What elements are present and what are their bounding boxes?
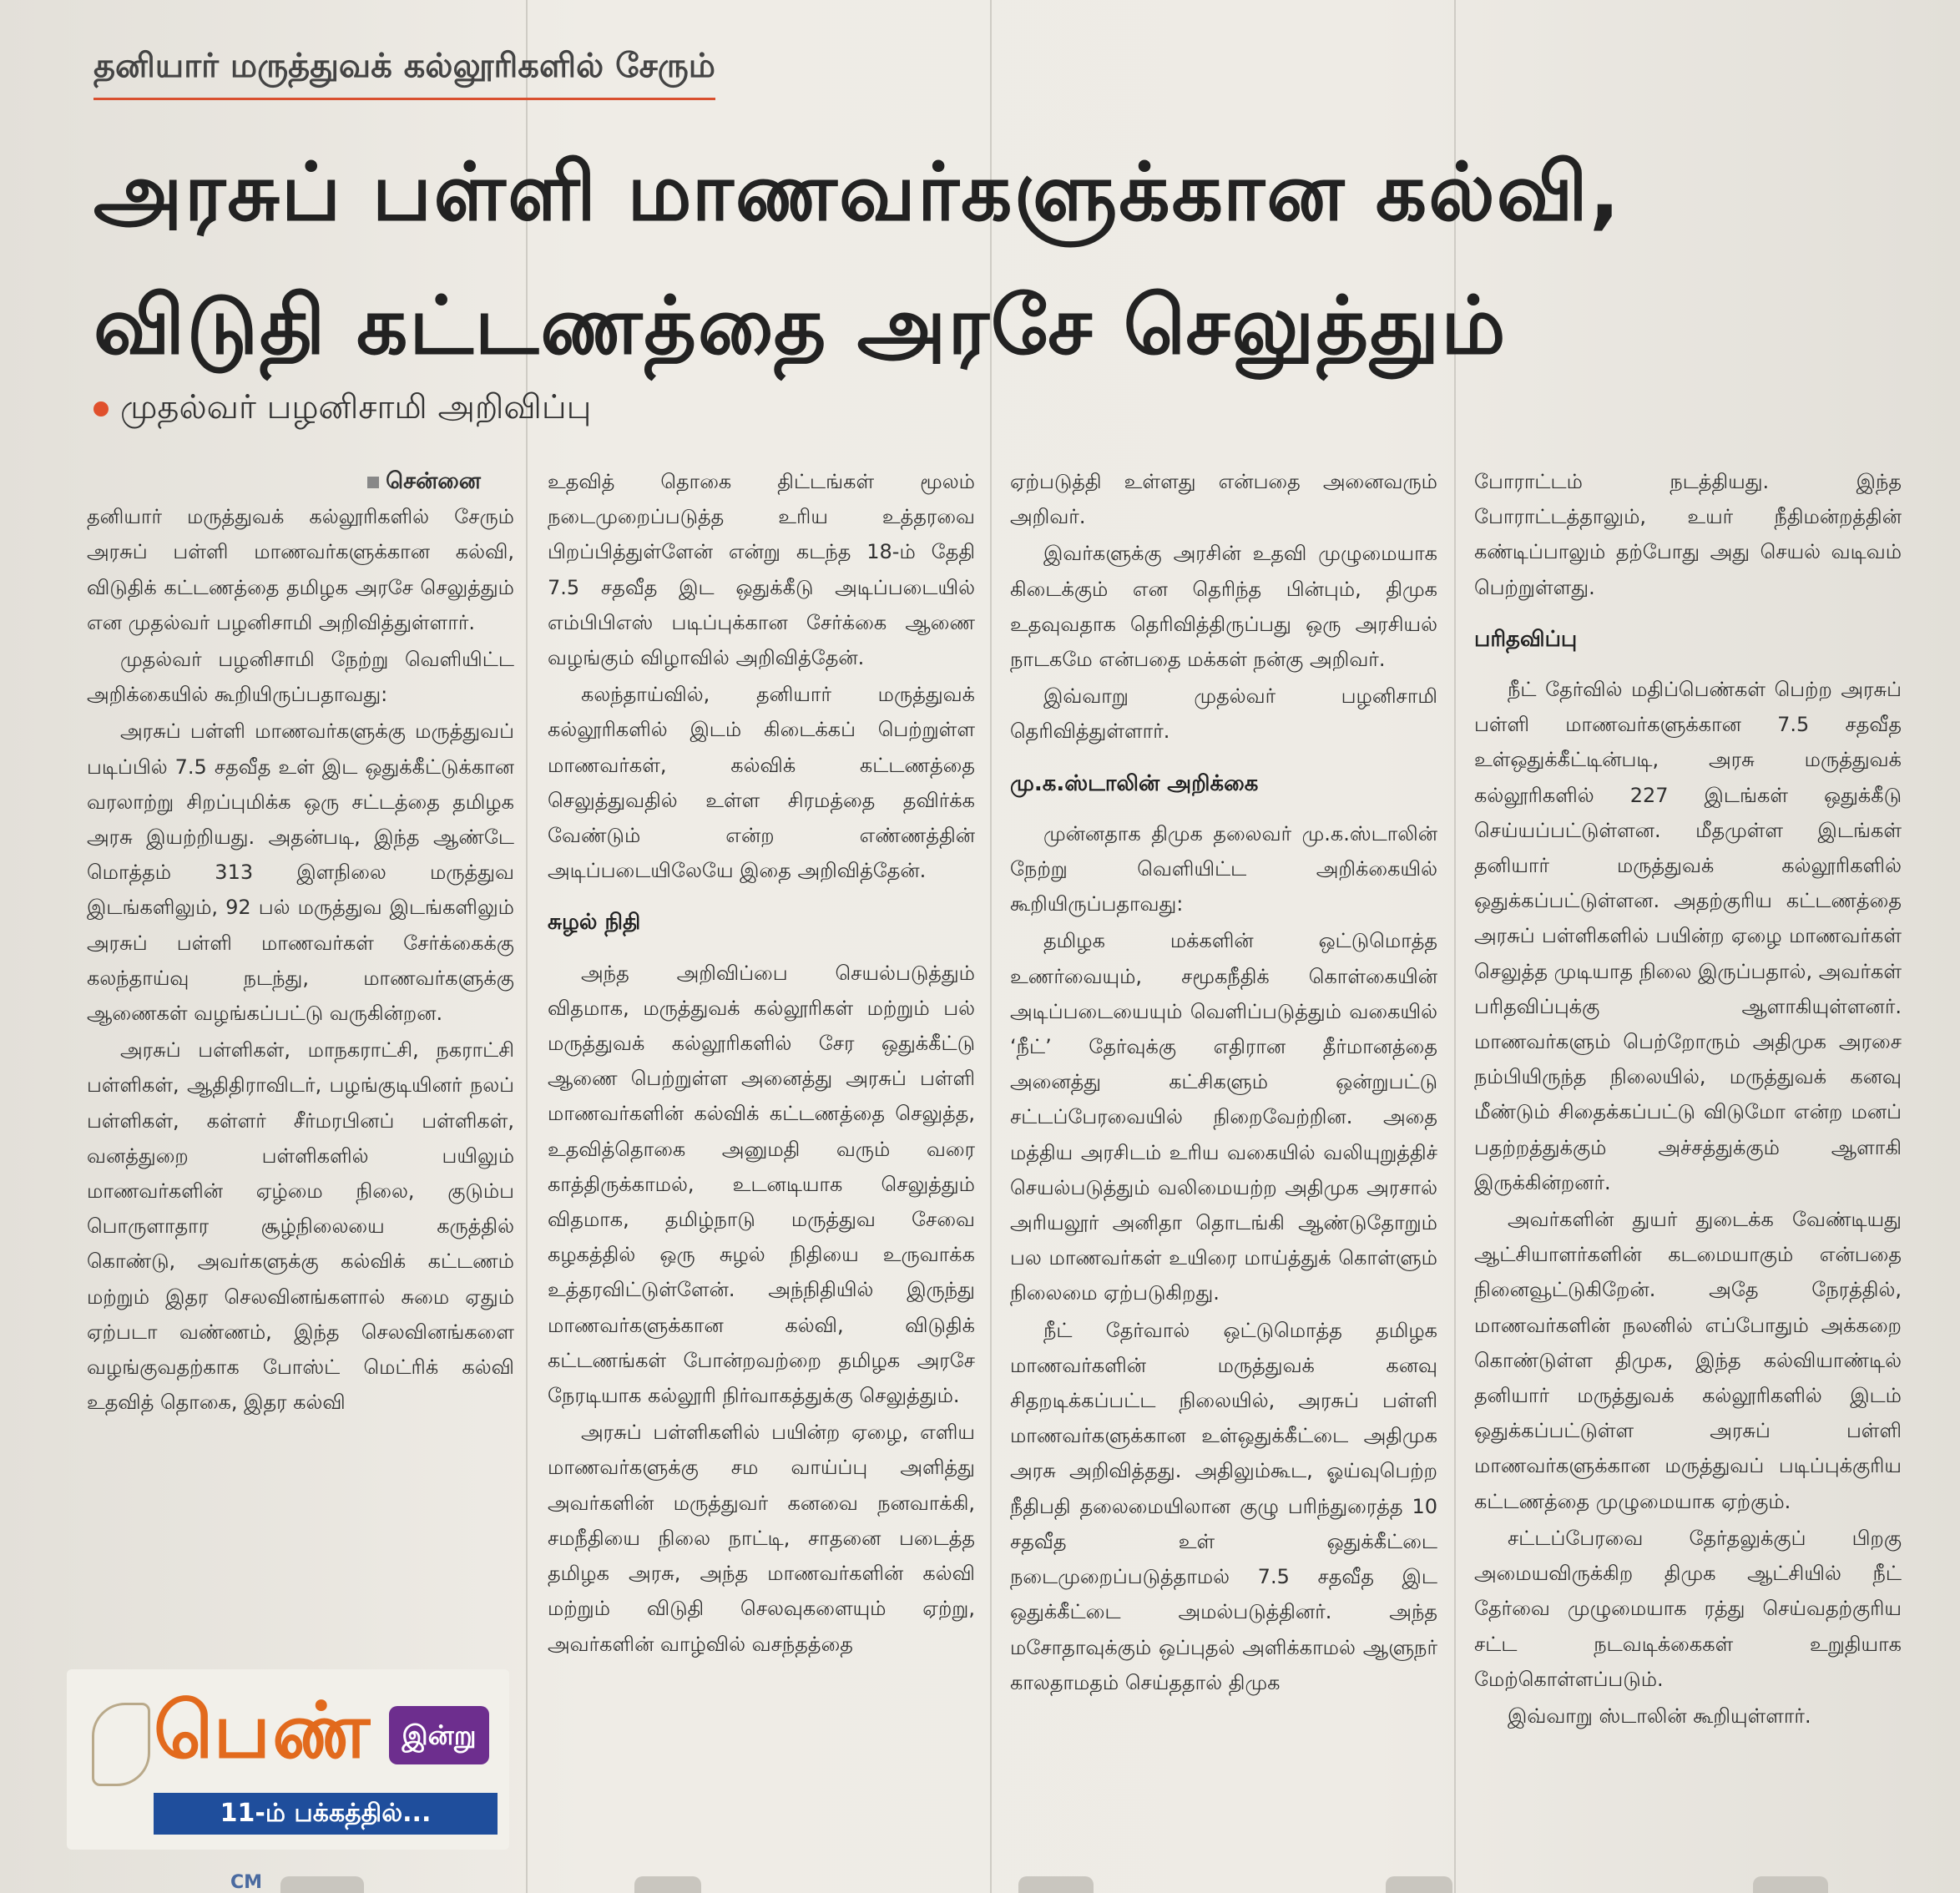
dateline-text: சென்னை [386,468,481,494]
headline-line-2: விடுதி கட்டணத்தை அரசே செலுத்தும் [93,279,1508,372]
print-register-mark [1753,1876,1828,1893]
promo-page-reference: 11-ம் பக்கத்தில்... [154,1793,498,1835]
print-register-mark [1018,1876,1094,1893]
paragraph: அரசுப் பள்ளிகள், மாநகராட்சி, நகராட்சி பள்ளிகள், ஆதிதிராவிடர், பழங்குடியினர் நலப் பள்ளிகள், கள்ளர் சீர்மரபினப் பள்ளிகள், வனத்துறை பள்ளிகளில் பயிலும் மாணவர்களின் ஏழ்மை நிலை, குடும்ப பொருளாதார சூழ்நிலையை கருத்தில் கொண்டு, அவர்களுக்கு கல்விக் கட்டணம் மற்றும் இதர செலவினங்களால் சுமை ஏதும் ஏற்படா வண்ணம், இந்த செலவினங்களை வழங்குவதற்காக போஸ்ட் மெட்ரிக் கல்வி உதவித் தொகை, இதர கல்வி [87,1038,514,1415]
print-mark: CM [230,1872,263,1893]
paragraph: தனியார் மருத்துவக் கல்லூரிகளில் சேரும் அரசுப் பள்ளி மாணவர்களுக்கான கல்வி, விடுதிக் கட்டணத்தை தமிழக அரசே செலுத்தும் என முதல்வர் பழனிசாமி அறிவித்துள்ளார். [87,505,514,634]
print-register-mark [1386,1876,1452,1893]
paragraph: முன்னதாக திமுக தலைவர் மு.க.ஸ்டாலின் நேற்று வெளியிட்ட அறிக்கையில் கூறியிருப்பதாவது: [1010,821,1437,916]
article-column-3 [1010,464,1437,1841]
kicker-line: தனியார் மருத்துவக் கல்லூரிகளில் சேரும் [93,47,715,100]
headline [93,125,1897,392]
paragraph: அரசுப் பள்ளிகளில் பயின்ற ஏழை, எளிய மாணவர்களுக்கு சம வாய்ப்பு அளித்து அவர்களின் மருத்துவர் கனவை நனவாக்கி, சமநீதியை நிலை நாட்டி, சாதனை படைத்த தமிழக அரசு, அந்த மாணவர்களின் கல்வி மற்றும் விடுதி செலவுகளையும் ஏற்று, அவர்களின் வாழ்வில் வசந்தத்தை [548,1421,975,1656]
subheadline-text: முதல்வர் பழனிசாமி அறிவிப்பு [120,388,592,427]
print-register-mark [280,1876,364,1893]
paragraph: சட்டப்பேரவை தேர்தலுக்குப் பிறகு அமையவிருக்கிற திமுக ஆட்சியில் நீட் தேர்வை முழுமையாக ரத்து செய்வதற்குரிய சட்ட நடவடிக்கைகள் உறுதியாக மேற்கொள்ளப்படும். [1474,1526,1902,1691]
paragraph: ஏற்படுத்தி உள்ளது என்பதை அனைவரும் அறிவர். [1010,470,1437,529]
paragraph: அரசுப் பள்ளி மாணவர்களுக்கு மருத்துவப் படிப்பில் 7.5 சதவீத உள் இட ஒதுக்கீட்டுக்கான வரலாற்று சிறப்புமிக்க ஒரு சட்டத்தை தமிழக அரசு இயற்றியது. அதன்படி, இந்த ஆண்டே மொத்தம் 313 இளநிலை மருத்துவ இடங்களிலும், 92 பல் மருத்துவ இடங்களிலும் அரசுப் பள்ளி மாணவர்கள் சேர்க்கைக்கு கலந்தாய்வு நடந்து, மாணவர்களுக்கு ஆணைகள் வழங்கப்பட்டு வருகின்றன. [87,719,514,1026]
woman-face-icon [92,1703,150,1786]
section-heading: சுழல் நிதி [548,910,641,936]
paragraph: இவ்வாறு முதல்வர் பழனிசாமி தெரிவித்துள்ளார். [1010,684,1437,744]
paragraph: இவ்வாறு ஸ்டாலின் கூறியுள்ளார். [1508,1704,1811,1728]
paragraph: தமிழக மக்களின் ஒட்டுமொத்த உணர்வையும், சமூகநீதிக் கொள்கையின் அடிப்படையையும் வெளிப்படுத்தும் வகையில் ‘நீட்’ தேர்வுக்கு எதிரான தீர்மானத்தை அனைத்து கட்சிகளும் ஒன்றுபட்டு சட்டப்பேரவையில் நிறைவேற்றின. அதை மத்திய அரசிடம் உரிய வகையில் வலியுறுத்திச் செயல்படுத்தும் வலிமையற்ற அதிமுக அரசால் அரியலூர் அனிதா தொடங்கி ஆண்டுதோறும் பல மாணவர்கள் உயிரை மாய்த்துக் கொள்ளும் நிலைமை ஏற்படுகிறது. [1010,929,1437,1305]
section-heading: பரிதவிப்பு [1474,626,1578,652]
paragraph: இவர்களுக்கு அரசின் உதவி முழுமையாக கிடைக்கும் என தெரிந்த பின்பும், திமுக உதவுவதாக தெரிவித்திருப்பது ஒரு அரசியல் நாடகமே என்பதை மக்கள் நன்கு அறிவர். [1010,542,1437,672]
paragraph: அந்த அறிவிப்பை செயல்படுத்தும் விதமாக, மருத்துவக் கல்லூரிகள் மற்றும் பல் மருத்துவக் கல்லூரிகளில் சேர ஒதுக்கீட்டு ஆணை பெற்றுள்ள அனைத்து அரசுப் பள்ளி மாணவர்களின் கல்விக் கட்டணத்தை செலுத்த, உதவித்தொகை அனுமதி வரும் வரை காத்திருக்காமல், உடனடியாக செலுத்தும் விதமாக, தமிழ்நாடு மருத்துவ சேவை கழகத்தில் ஒரு சுழல் நிதியை உருவாக்க உத்தரவிட்டுள்ளேன். அந்நிதியில் இருந்து மாணவர்களுக்கான கல்வி, விடுதிக் கட்டணங்கள் போன்றவற்றை தமிழக அரசே நேரடியாக கல்லூரி நிர்வாகத்துக்கு செலுத்தும். [548,961,975,1408]
promo-title: பெண் [154,1686,372,1775]
section-heading: மு.க.ஸ்டாலின் அறிக்கை [1010,770,1259,796]
paragraph: கலந்தாய்வில், தனியார் மருத்துவக் கல்லூரிகளில் இடம் கிடைக்கப் பெற்றுள்ள மாணவர்கள், கல்விக் கட்டணத்தை செலுத்துவதில் உள்ள சிரமத்தை தவிர்க்க வேண்டும் என்ற எண்ணத்தின் அடிப்படையிலேயே இதை அறிவித்தேன். [548,683,975,883]
subheadline [93,388,591,431]
paragraph: அவர்களின் துயர் துடைக்க வேண்டியது ஆட்சியாளர்களின் கடமையாகும் என்பதை நினைவூட்டுகிறேன். அதே நேரத்தில், மாணவர்களின் நலனில் எப்போதும் அக்கறை கொண்டுள்ள திமுக, இந்த கல்வியாண்டில் தனியார் மருத்துவக் கல்லூரிகளில் இடம் ஒதுக்கப்பட்டுள்ள அரசுப் பள்ளி மாணவர்களுக்கான மருத்துவப் படிப்புக்குரிய கட்டணத்தை முழுமையாக ஏற்கும். [1474,1208,1902,1513]
supplement-promo[interactable] [67,1669,509,1850]
paragraph: போராட்டம் நடத்தியது. இந்த போராட்டத்தாலும், உயர் நீதிமன்றத்தின் கண்டிப்பாலும் தற்போது அது செயல் வடிவம் பெற்றுள்ளது. [1474,470,1902,599]
paragraph: உதவித் தொகை திட்டங்கள் மூலம் நடைமுறைப்படுத்த உரிய உத்தரவை பிறப்பித்துள்ளேன் என்று கடந்த 18-ம் தேதி 7.5 சதவீத இட ஒதுக்கீடு அடிப்படையில் எம்பிபிஎஸ் படிப்புக்கான சேர்க்கை ஆணை வழங்கும் விழாவில் அறிவித்தேன். [548,470,975,670]
bullet-icon [93,401,109,416]
paragraph: நீட் தேர்வில் மதிப்பெண்கள் பெற்ற அரசுப் பள்ளி மாணவர்களுக்கான 7.5 சதவீத உள்ஒதுக்கீட்டின்படி, அரசு மருத்துவக் கல்லூரிகளில் 227 இடங்கள் ஒதுக்கீடு செய்யப்பட்டுள்ளன. மீதமுள்ள இடங்கள் தனியார் மருத்துவக் கல்லூரிகளில் ஒதுக்கப்பட்டுள்ளன. அதற்குரிய கட்டணத்தை அரசுப் பள்ளிகளில் பயின்ற ஏழை மாணவர்கள் செலுத்த முடியாத நிலை இருப்பதால், அவர்கள் பரிதவிப்புக்கு ஆளாகியுள்ளனர். மாணவர்களும் பெற்றோரும் அதிமுக அரசை நம்பியிருந்த நிலையில், மருத்துவக் கனவு மீண்டும் சிதைக்கப்பட்டு விடுமோ என்ற மனப் பதற்றத்துக்கும் அச்சத்துக்கும் ஆளாகி இருக்கின்றனர். [1474,678,1902,1194]
square-icon [367,477,379,488]
print-register-mark [634,1876,701,1893]
paragraph: நீட் தேர்வால் ஒட்டுமொத்த தமிழக மாணவர்களின் மருத்துவக் கனவு சிதறடிக்கப்பட்ட நிலையில், அரசுப் பள்ளி மாணவர்களுக்கான உள்ஒதுக்கீட்டை அதிமுக அரசு அறிவித்தது. அதிலும்கூட, ஓய்வுபெற்ற நீதிபதி தலைமையிலான குழு பரிந்துரைத்த 10 சதவீத உள் ஒதுக்கீட்டை நடைமுறைப்படுத்தாமல் 7.5 சதவீத இட ஒதுக்கீட்டை அமல்படுத்தினர். அந்த மசோதாவுக்கும் ஒப்புதல் அளிக்காமல் ஆளுநர் காலதாமதம் செய்ததால் திமுக [1010,1318,1437,1694]
article-column-1 [87,464,514,1641]
promo-badge: இன்று [389,1706,489,1764]
paragraph: முதல்வர் பழனிசாமி நேற்று வெளியிட்ட அறிக்கையில் கூறியிருப்பதாவது: [87,648,514,707]
article-column-2 [548,464,975,1841]
dateline [87,464,514,499]
headline-line-1: அரசுப் பள்ளி மாணவர்களுக்கான கல்வி, [93,145,1622,239]
article-column-4 [1474,464,1902,1841]
